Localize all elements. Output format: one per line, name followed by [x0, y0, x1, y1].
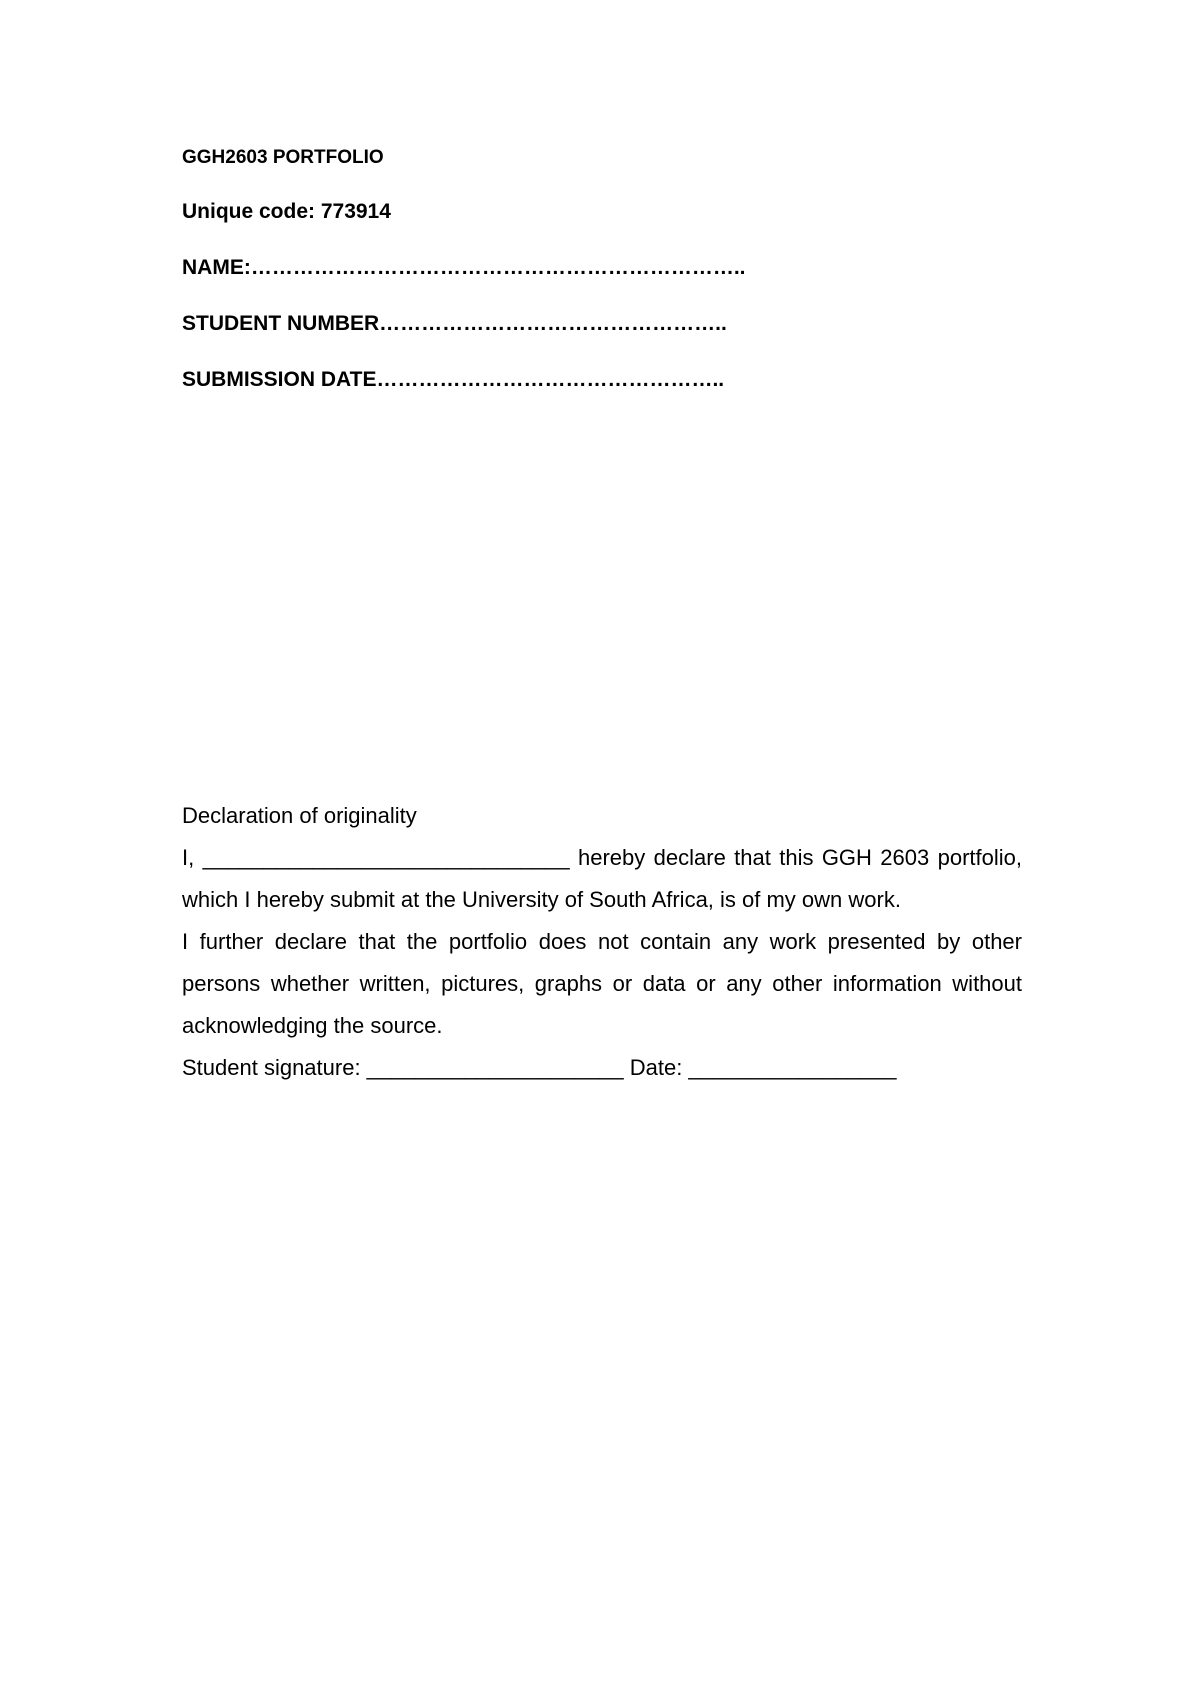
declaration-of-originality [182, 795, 1022, 1089]
declaration-paragraph-1: I, ______________________________ hereby declare that this GGH 2603 portfolio, which I hereby submit at the University of South Africa, is of my own work. [182, 845, 1022, 912]
submission-date-field: SUBMISSION DATE………………………………………….. [182, 368, 725, 391]
cover-header [182, 140, 882, 398]
declaration-heading: Declaration of originality [182, 803, 417, 828]
declaration-paragraph-2: I further declare that the portfolio does not contain any work presented by other persons whether written, pictures, graphs or data or any other information without acknowledging the source. [182, 929, 1022, 1038]
unique-code: Unique code: 773914 [182, 200, 391, 223]
signature-date-line: Student signature: _____________________ Date: _________________ [182, 1055, 897, 1080]
course-title: GGH2603 PORTFOLIO [182, 147, 384, 168]
student-number-field: STUDENT NUMBER………………………………………….. [182, 312, 727, 335]
name-field: NAME:…………………………………………………………….. [182, 256, 746, 279]
